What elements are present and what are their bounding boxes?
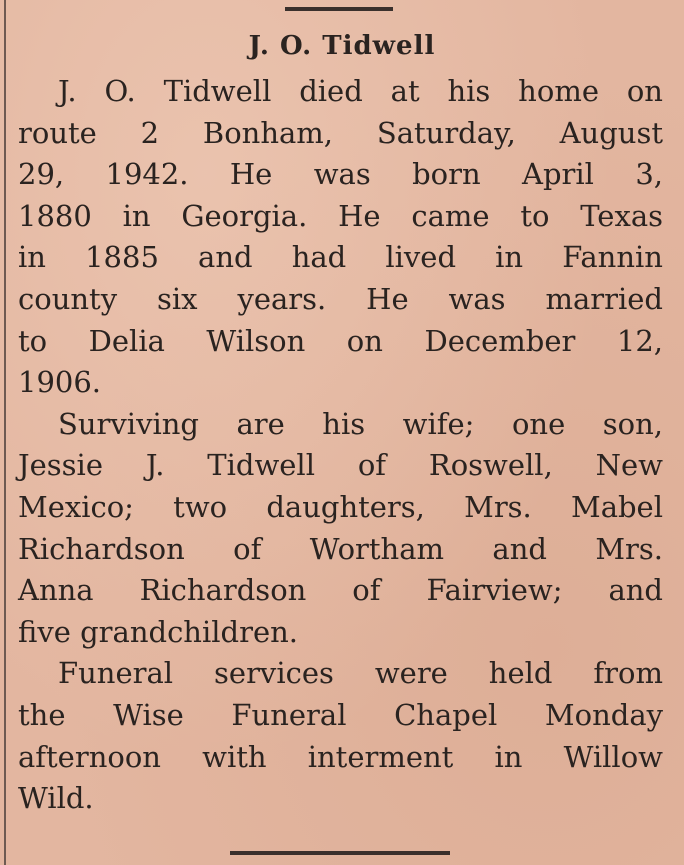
body-line: Anna Richardson of Fairview; and [18, 573, 663, 608]
body-line: afternoon with interment in Willow [18, 739, 663, 774]
body-line: 1906. [18, 365, 102, 400]
column-border [4, 0, 6, 865]
top-divider-rule [285, 7, 393, 11]
obituary-body [18, 71, 663, 820]
body-line: Funeral services were held from [58, 656, 663, 691]
body-line: county six years. He was married [18, 281, 663, 316]
bottom-divider-rule [230, 851, 450, 855]
body-line: 29, 1942. He was born April 3, [18, 157, 663, 192]
body-line: five grandchildren. [18, 614, 299, 649]
body-line: 1880 in Georgia. He came to Texas [18, 198, 663, 233]
body-line: Mexico; two daughters, Mrs. Mabel [18, 489, 663, 524]
body-line: route 2 Bonham, Saturday, August [18, 115, 663, 150]
body-line: the Wise Funeral Chapel Monday [18, 697, 663, 732]
body-line: to Delia Wilson on December 12, [18, 323, 663, 358]
body-line: in 1885 and had lived in Fannin [18, 240, 663, 275]
body-line: Richardson of Wortham and Mrs. [18, 531, 663, 566]
body-line: Wild. [18, 781, 94, 816]
body-line: Surviving are his wife; one son, [58, 406, 663, 441]
body-line: J. O. Tidwell died at his home on [58, 74, 663, 108]
body-line: Jessie J. Tidwell of Roswell, New [18, 448, 663, 483]
obituary-headline: J. O. Tidwell [248, 31, 436, 61]
